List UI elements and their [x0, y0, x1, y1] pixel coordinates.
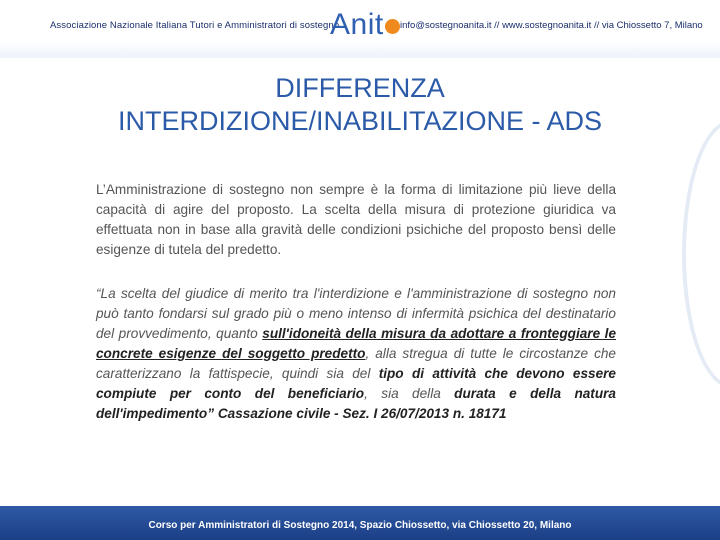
- intro-paragraph: L’Amministrazione di sostegno non sempre è la forma di limitazione più lieve della capacità di agire del proposto. La scelta della misura di protezione giuridica va effettuata non in base alla gravità delle condizioni psichiche del proposto bensì delle esigenze di tutela del predetto.: [96, 182, 616, 257]
- association-name: Associazione Nazionale Italiana Tutori e Amministratori di sostegno: [50, 20, 340, 31]
- footer-bar: [0, 506, 720, 540]
- contact-info: info@sostegnoanita.it // www.sostegnoanita.it // via Chiossetto 7, Milano: [400, 20, 703, 31]
- logo-text: Anit: [330, 8, 384, 41]
- quote-emphasis-3: durata e della natura dell'impedimento: [96, 386, 616, 421]
- header-bar: [0, 0, 720, 58]
- quote-part-1: “La scelta del giudice di merito tra l'interdizione e l'amministrazione di sostegno non può tanto fondarsi sul grado più o meno intenso di infermità psichica del destinatario del provvedimento, quanto: [96, 286, 616, 341]
- quote-emphasis-2: tipo di attività che devono essere compiute per conto del beneficiario: [96, 366, 616, 401]
- quote-part-3: , sia della: [364, 386, 455, 401]
- quote-emphasis-1: sull'idoneità della misura da adottare a fronteggiare le concrete esigenze del soggetto predetto: [96, 326, 617, 361]
- slide-title: [0, 72, 720, 138]
- logo-dot-icon: [385, 19, 400, 34]
- quote-paragraph: [96, 284, 616, 424]
- title-line-1: DIFFERENZA: [275, 73, 445, 103]
- footer-text: Corso per Amministratori di Sostegno 2014, Spazio Chiossetto, via Chiossetto 20, Milano: [148, 520, 572, 531]
- quote-citation: ” Cassazione civile - Sez. I 26/07/2013 n. 18171: [207, 406, 507, 421]
- quote-part-2: , alla stregua di tutte le circostanze che caratterizzano la fattispecie, quindi sia del: [96, 346, 616, 381]
- title-line-2: INTERDIZIONE/INABILITAZIONE - ADS: [117, 106, 603, 136]
- anita-logo: [330, 8, 400, 42]
- decorative-arc: [682, 120, 720, 388]
